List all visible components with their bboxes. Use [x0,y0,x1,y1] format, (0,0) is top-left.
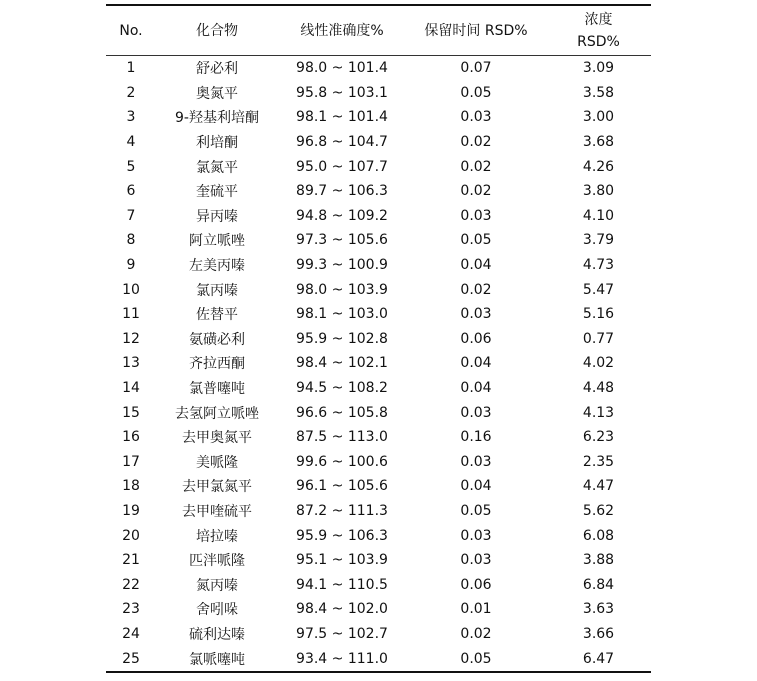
cell-rt-rsd: 0.03 [460,552,492,569]
cell-accuracy: 99.3 ~ 100.9 [296,257,388,274]
cell-conc-rsd: 6.84 [582,576,615,593]
table-row [106,179,651,204]
cell-no: 6 [126,183,136,200]
cell-compound: 去甲氯氮平 [182,479,252,496]
cell-no: 7 [126,207,136,224]
cell-rt-rsd: 0.02 [460,281,492,298]
cell-rt-rsd: 0.02 [460,134,492,151]
cell-rt-rsd: 0.02 [460,183,492,200]
cell-rt-rsd: 0.04 [460,257,492,274]
table-row [106,302,651,327]
cell-accuracy: 97.5 ~ 102.7 [296,625,388,642]
cell-accuracy: 96.6 ~ 105.8 [296,404,388,421]
cell-rt-rsd: 0.04 [460,380,492,397]
cell-rt-rsd: 0.02 [460,158,492,175]
cell-compound: 美哌隆 [196,454,238,471]
table-row [106,351,651,376]
cell-no: 18 [122,478,140,495]
table-row [106,154,651,179]
cell-conc-rsd: 3.88 [582,552,615,569]
cell-accuracy: 98.1 ~ 103.0 [296,306,388,323]
table-body [106,56,651,671]
cell-accuracy: 95.0 ~ 107.7 [296,158,388,175]
cell-compound: 去氢阿立哌唑 [175,405,259,422]
cell-rt-rsd: 0.03 [460,306,492,323]
cell-conc-rsd: 2.35 [582,453,615,470]
cell-conc-rsd: 5.16 [582,306,615,323]
cell-no: 25 [122,650,140,667]
cell-compound: 异丙嗪 [196,208,238,225]
header-conc-rsd-line1: 浓度 [584,11,613,28]
table-row [106,572,651,597]
cell-compound: 去甲喹硫平 [182,503,252,520]
cell-accuracy: 96.8 ~ 104.7 [296,134,388,151]
cell-compound: 培拉嗪 [196,528,238,545]
cell-conc-rsd: 5.47 [582,281,615,298]
cell-accuracy: 97.3 ~ 105.6 [296,232,388,249]
cell-no: 3 [126,109,136,126]
cell-compound: 9-羟基利培酮 [175,110,259,127]
cell-conc-rsd: 4.02 [582,355,615,372]
table-row [106,327,651,352]
cell-accuracy: 95.9 ~ 102.8 [296,330,388,347]
table-row [106,548,651,573]
cell-compound: 奎硫平 [196,184,238,201]
cell-no: 23 [122,601,140,618]
header-row [106,6,651,55]
cell-accuracy: 89.7 ~ 106.3 [296,183,388,200]
cell-accuracy: 98.0 ~ 103.9 [296,281,388,298]
cell-compound: 去甲奥氮平 [182,430,252,447]
cell-conc-rsd: 3.68 [582,134,615,151]
cell-rt-rsd: 0.05 [460,84,492,101]
cell-compound: 奥氮平 [196,85,238,102]
table-row [106,523,651,548]
cell-no: 24 [122,625,140,642]
cell-compound: 阿立哌唑 [189,233,245,250]
cell-compound: 氯普噻吨 [189,381,245,398]
cell-conc-rsd: 4.48 [582,380,615,397]
table-row [106,646,651,671]
cell-rt-rsd: 0.01 [460,601,492,618]
cell-conc-rsd: 3.63 [582,601,615,618]
cell-rt-rsd: 0.02 [460,625,492,642]
cell-rt-rsd: 0.06 [460,576,492,593]
cell-no: 19 [122,502,140,519]
cell-no: 17 [122,453,140,470]
header-conc-rsd [546,9,651,53]
header-no: No. [119,22,143,39]
cell-compound: 舍吲哚 [196,602,238,619]
cell-rt-rsd: 0.03 [460,109,492,126]
cell-rt-rsd: 0.16 [460,429,492,446]
cell-conc-rsd: 3.09 [582,60,615,77]
cell-conc-rsd: 4.47 [582,478,615,495]
cell-no: 12 [122,330,140,347]
cell-compound: 氯丙嗪 [196,282,238,299]
cell-rt-rsd: 0.07 [460,60,492,77]
cell-accuracy: 98.4 ~ 102.1 [296,355,388,372]
cell-rt-rsd: 0.03 [460,527,492,544]
cell-compound: 硫利达嗪 [189,626,245,643]
cell-conc-rsd: 3.00 [582,109,615,126]
cell-accuracy: 87.2 ~ 111.3 [296,502,388,519]
cell-compound: 氯氮平 [196,159,238,176]
cell-accuracy: 94.5 ~ 108.2 [296,380,388,397]
cell-conc-rsd: 3.79 [582,232,615,249]
cell-no: 2 [126,84,136,101]
table-row [106,277,651,302]
cell-accuracy: 95.1 ~ 103.9 [296,552,388,569]
cell-conc-rsd: 6.23 [582,429,615,446]
cell-rt-rsd: 0.04 [460,478,492,495]
table-row [106,105,651,130]
cell-no: 9 [126,257,136,274]
cell-no: 13 [122,355,140,372]
cell-accuracy: 98.0 ~ 101.4 [296,60,388,77]
cell-rt-rsd: 0.06 [460,330,492,347]
cell-compound: 氯哌噻吨 [189,651,245,668]
cell-conc-rsd: 4.73 [582,257,615,274]
table-row [106,376,651,401]
cell-rt-rsd: 0.04 [460,355,492,372]
header-accuracy: 线性准确度% [300,22,384,39]
cell-compound: 舒必利 [196,61,238,78]
cell-conc-rsd: 4.10 [582,207,615,224]
table-row [106,499,651,524]
cell-no: 1 [126,60,136,77]
cell-accuracy: 94.8 ~ 109.2 [296,207,388,224]
cell-no: 20 [122,527,140,544]
cell-no: 8 [126,232,136,249]
cell-conc-rsd: 3.58 [582,84,615,101]
table-row [106,597,651,622]
table-row [106,204,651,229]
cell-rt-rsd: 0.03 [460,453,492,470]
cell-accuracy: 98.1 ~ 101.4 [296,109,388,126]
cell-compound: 齐拉西酮 [189,356,245,373]
cell-no: 22 [122,576,140,593]
table-row [106,56,651,81]
cell-no: 10 [122,281,140,298]
cell-accuracy: 95.8 ~ 103.1 [296,84,388,101]
cell-compound: 佐替平 [196,307,238,324]
cell-accuracy: 95.9 ~ 106.3 [296,527,388,544]
header-compound: 化合物 [196,22,238,39]
cell-accuracy: 99.6 ~ 100.6 [296,453,388,470]
cell-conc-rsd: 5.62 [582,502,615,519]
cell-no: 16 [122,429,140,446]
cell-no: 5 [126,158,136,175]
table-row [106,228,651,253]
cell-accuracy: 93.4 ~ 111.0 [296,650,388,667]
table-row [106,425,651,450]
cell-compound: 氨磺必利 [189,331,245,348]
cell-compound: 匹泮哌隆 [189,553,245,570]
cell-no: 11 [122,306,140,323]
cell-compound: 利培酮 [196,135,238,152]
cell-accuracy: 96.1 ~ 105.6 [296,478,388,495]
cell-rt-rsd: 0.03 [460,207,492,224]
cell-no: 15 [122,404,140,421]
table-row [106,400,651,425]
cell-compound: 氮丙嗪 [196,577,238,594]
cell-conc-rsd: 3.80 [582,183,615,200]
table-row [106,130,651,155]
header-conc-rsd-line2: RSD% [577,33,620,50]
cell-rt-rsd: 0.05 [460,650,492,667]
cell-accuracy: 94.1 ~ 110.5 [296,576,388,593]
table-row [106,253,651,278]
cell-no: 21 [122,552,140,569]
cell-accuracy: 98.4 ~ 102.0 [296,601,388,618]
cell-conc-rsd: 3.66 [582,625,615,642]
cell-rt-rsd: 0.03 [460,404,492,421]
table-row [106,450,651,475]
table-row [106,81,651,106]
cell-no: 4 [126,134,136,151]
validation-table [106,4,651,673]
bottom-rule [106,671,651,673]
cell-conc-rsd: 4.13 [582,404,615,421]
cell-compound: 左美丙嗪 [189,258,245,275]
cell-no: 14 [122,380,140,397]
cell-conc-rsd: 6.08 [582,527,615,544]
cell-accuracy: 87.5 ~ 113.0 [296,429,388,446]
cell-rt-rsd: 0.05 [460,502,492,519]
cell-conc-rsd: 4.26 [582,158,615,175]
table-row [106,474,651,499]
table-row [106,622,651,647]
cell-conc-rsd: 0.77 [582,330,615,347]
cell-conc-rsd: 6.47 [582,650,615,667]
header-rt-rsd: 保留时间 RSD% [424,22,528,39]
cell-rt-rsd: 0.05 [460,232,492,249]
